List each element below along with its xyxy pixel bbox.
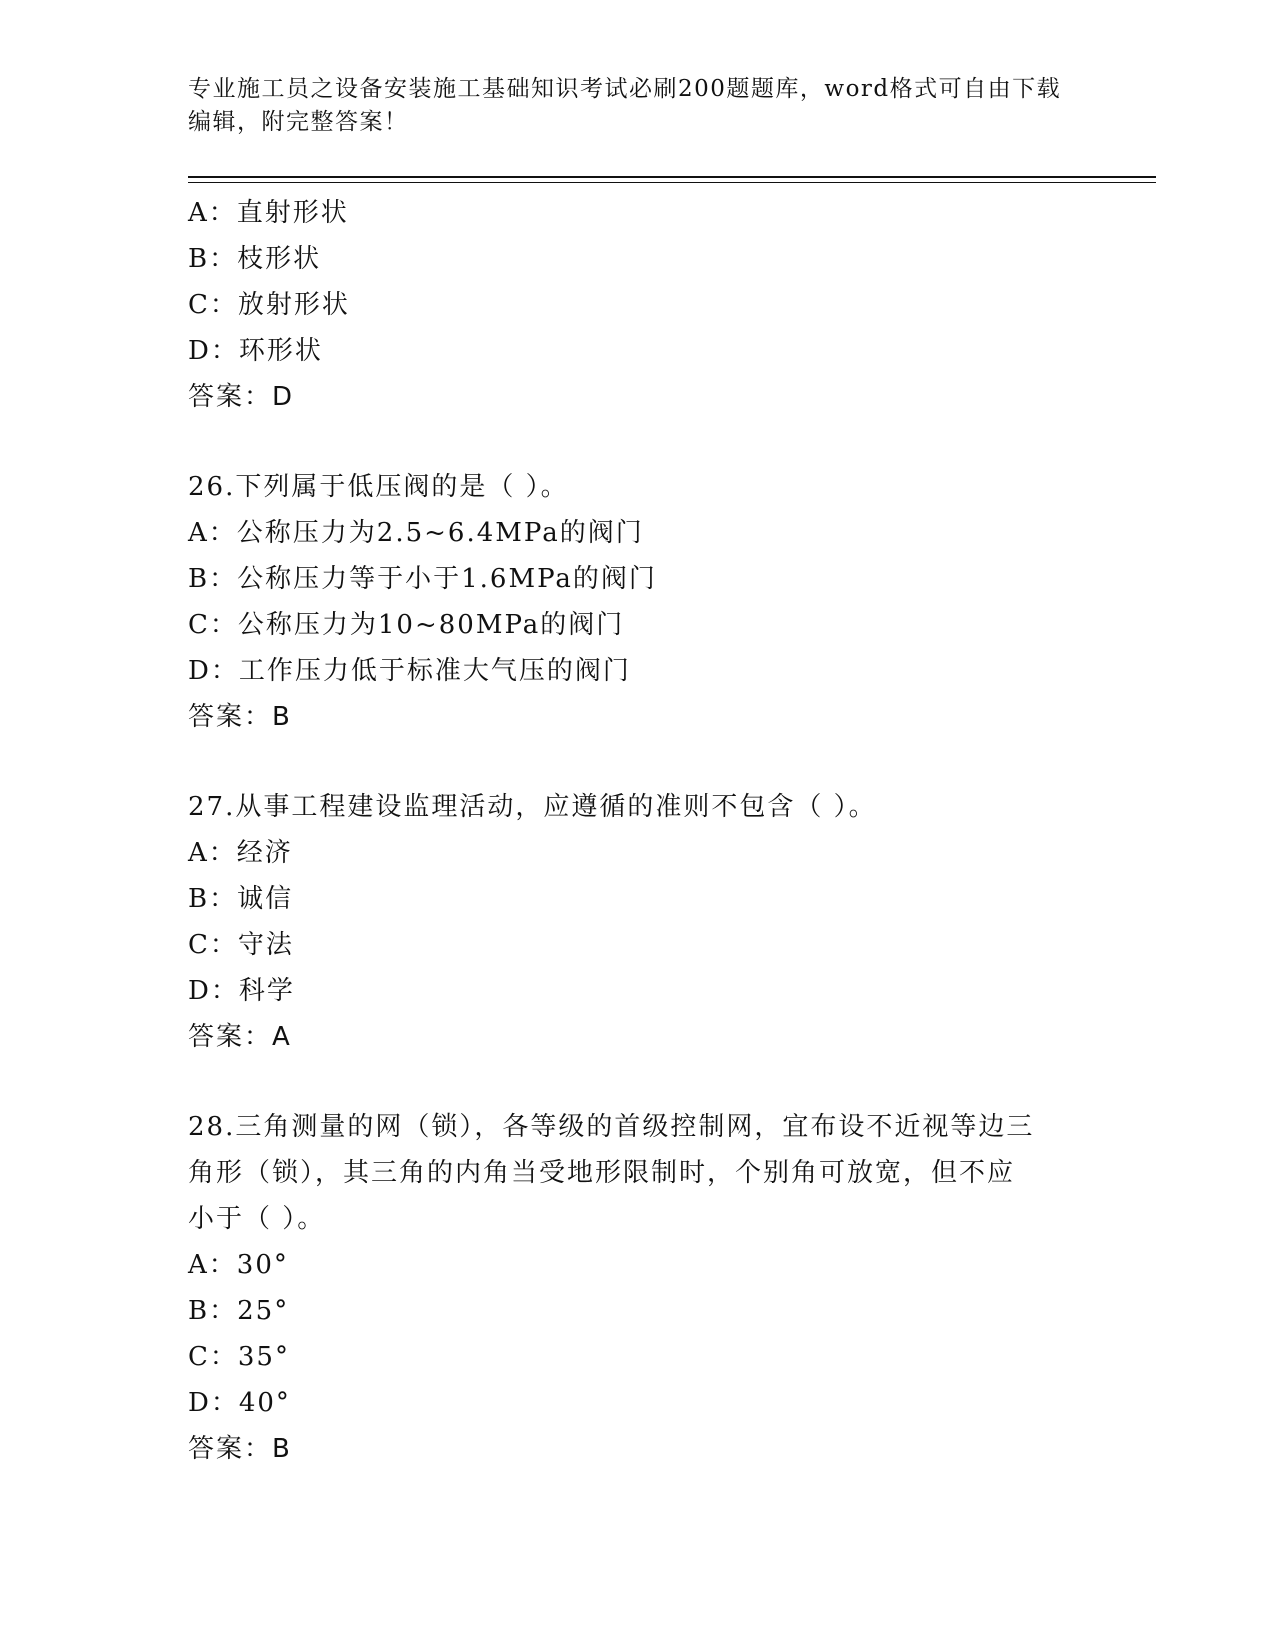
option-b: B：诚信 — [188, 884, 294, 914]
question-stem: 26.下列属于低压阀的是（ ）。 — [188, 472, 569, 502]
question-stem-line-3: 小于（ ）。 — [188, 1204, 326, 1234]
document-header — [188, 73, 1068, 139]
question-stem-line-1: 28.三角测量的网（锁），各等级的首级控制网，宜布设不近视等边三 — [188, 1112, 1035, 1142]
option-a: A：30° — [188, 1250, 289, 1280]
question-27 — [188, 784, 1088, 1060]
header-divider-thin — [188, 182, 1156, 183]
question-spacer — [188, 420, 1088, 464]
question-26 — [188, 464, 1088, 740]
option-b: B：25° — [188, 1296, 290, 1326]
option-a: A：公称压力为2.5~6.4MPa的阀门 — [188, 518, 644, 548]
question-28 — [188, 1104, 1088, 1472]
header-line-1: 专业施工员之设备安装施工基础知识考试必刷200题题库，word格式可自由下载 — [188, 76, 1062, 102]
option-d: D：环形状 — [188, 336, 323, 366]
question-spacer — [188, 740, 1088, 784]
option-c: C：35° — [188, 1342, 290, 1372]
option-d: D：工作压力低于标准大气压的阀门 — [188, 656, 631, 686]
question-stem: 27.从事工程建设监理活动，应遵循的准则不包含（ ）。 — [188, 792, 877, 822]
option-b: B：公称压力等于小于1.6MPa的阀门 — [188, 564, 657, 594]
option-b: B：枝形状 — [188, 244, 322, 274]
option-d: D：科学 — [188, 976, 295, 1006]
answer: 答案：B — [188, 702, 292, 732]
answer: 答案：D — [188, 382, 295, 412]
option-a: A：直射形状 — [188, 198, 349, 228]
question-stem — [188, 1104, 1088, 1242]
option-a: A：经济 — [188, 838, 293, 868]
option-c: C：守法 — [188, 930, 294, 960]
answer: 答案：B — [188, 1434, 292, 1464]
question-list — [188, 190, 1088, 1472]
header-line-2: 编辑，附完整答案！ — [188, 109, 409, 135]
option-d: D：40° — [188, 1388, 291, 1418]
option-c: C：公称压力为10~80MPa的阀门 — [188, 610, 625, 640]
option-c: C：放射形状 — [188, 290, 350, 320]
header-divider-thick — [188, 176, 1156, 178]
question-stem-line-2: 角形（锁），其三角的内角当受地形限制时，个别角可放宽，但不应 — [188, 1158, 1016, 1188]
question-spacer — [188, 1060, 1088, 1104]
answer: 答案：A — [188, 1022, 292, 1052]
question-25 — [188, 190, 1088, 420]
